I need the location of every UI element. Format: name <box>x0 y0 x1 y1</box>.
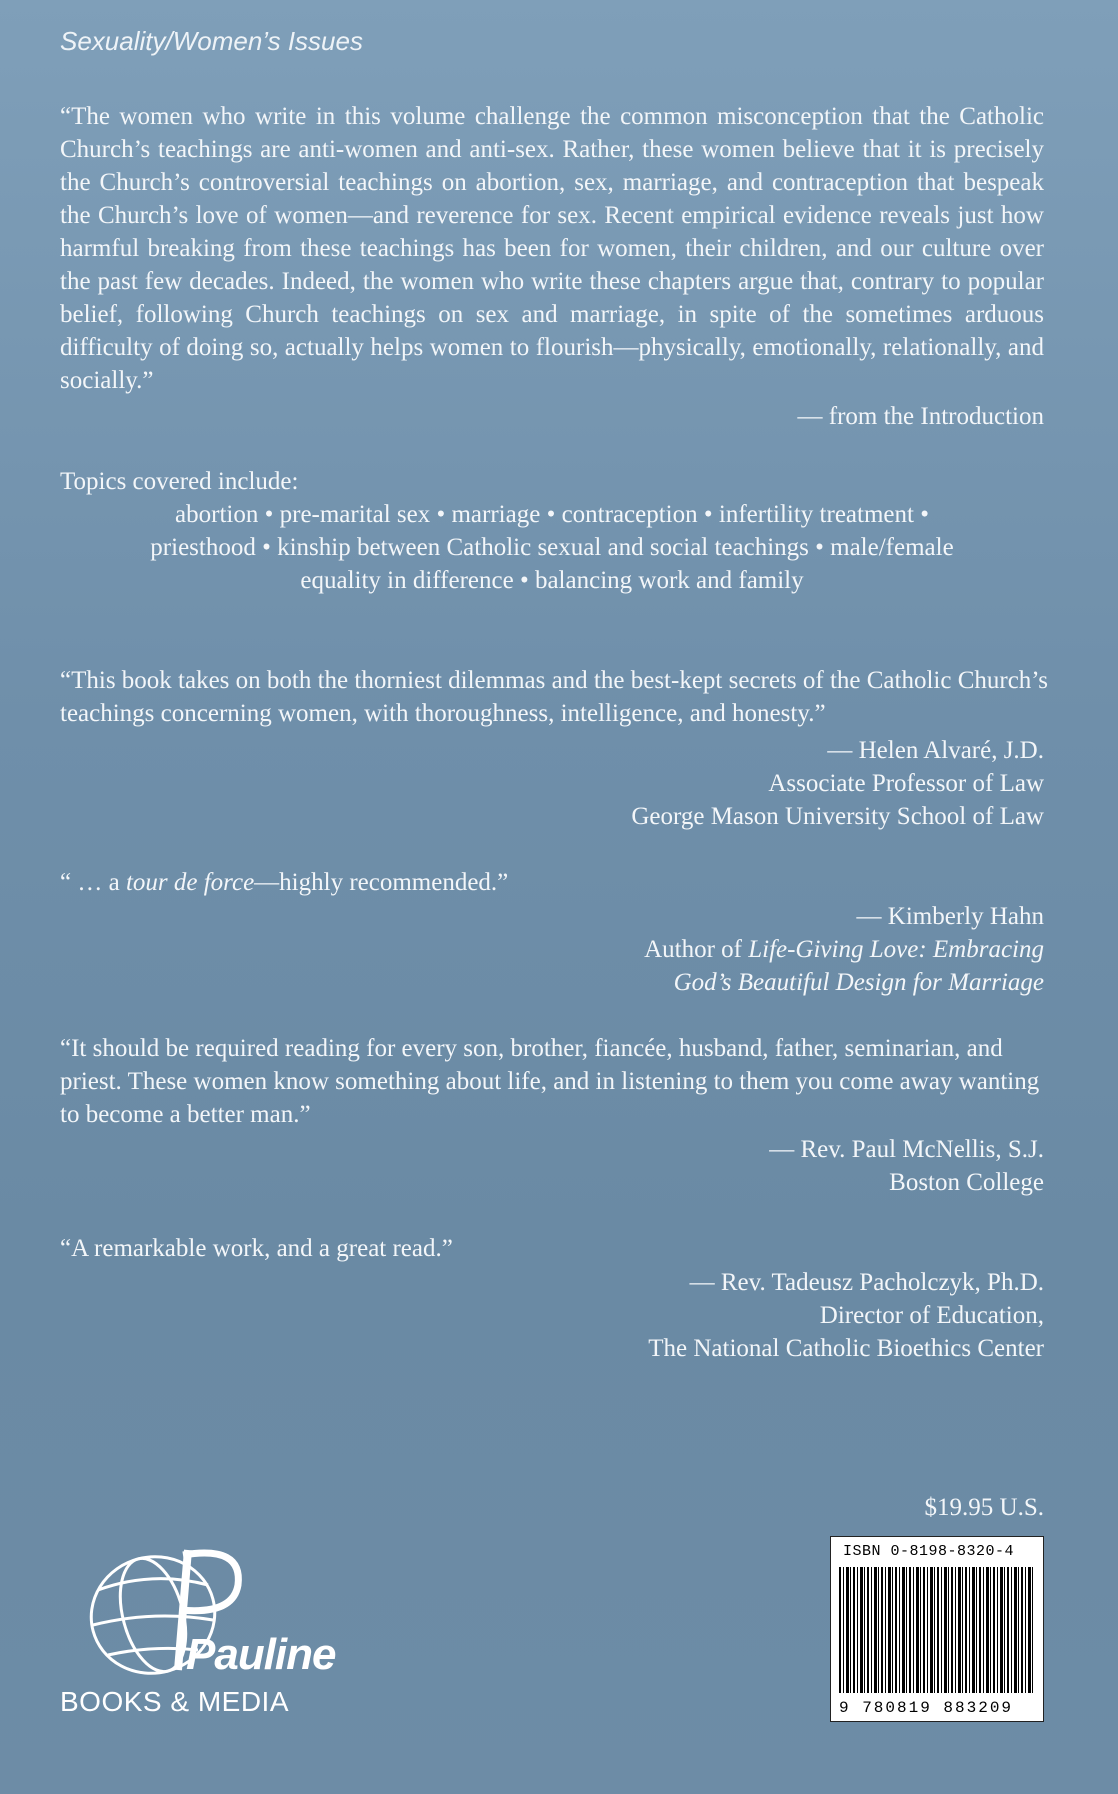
barcode-bars <box>839 1567 1035 1693</box>
intro-attribution: — from the Introduction <box>797 403 1044 430</box>
topics-line-1: abortion • pre-marital sex • marriage • contraception • infertility treatment • <box>175 501 929 528</box>
endorser-title: Associate Professor of Law <box>768 770 1044 797</box>
category-label: Sexuality/Women’s Issues <box>60 26 363 56</box>
book-title-continued: God’s Beautiful Design for Marriage <box>673 969 1044 996</box>
endorser-name: — Kimberly Hahn <box>856 903 1044 930</box>
endorser-affiliation: The National Catholic Bioethics Center <box>648 1335 1044 1362</box>
publisher-name: Pauline <box>186 1630 336 1679</box>
book-title-text: Life-Giving Love: Embracing <box>748 936 1044 963</box>
endorsement-attribution-2 <box>644 900 1044 999</box>
endorser-title: Director of Education, <box>819 1302 1044 1329</box>
endorsement-attribution-4 <box>648 1266 1044 1365</box>
publisher-logo <box>60 1530 350 1730</box>
endorser-affiliation: George Mason University School of Law <box>631 803 1044 830</box>
topics-line-2: priesthood • kinship between Catholic sexual and social teachings • male/female <box>150 534 954 561</box>
isbn-label: ISBN 0-8198-8320-4 <box>843 1543 1015 1560</box>
price-label: $19.95 U.S. <box>924 1494 1044 1521</box>
endorsement-quote-4: “A remarkable work, and a great read.” <box>60 1235 453 1262</box>
quote-text: —highly recommended.” <box>254 869 509 896</box>
endorser-affiliation: Boston College <box>889 1169 1044 1196</box>
intro-quote: “The women who write in this volume challenge the common misconception that the Catholic Church’s teachings are anti-women and anti-sex. Rather, these women believe that it is precisely the Church’s controversial teachings on abortion, sex, marriage, and contraception that bespeak the Church’s love of women—and reverence for sex. Recent empirical evidence reveals just how harmful breaking from these teachings has been for women, their children, and our culture over the past few decades. Indeed, the women who write these chapters argue that, contrary to popular belief, following Church teachings on sex and marriage, in spite of the sometimes arduous difficulty of doing so, actually helps women to flourish—physically, emotionally, relationally, and socially.” <box>60 103 1044 394</box>
topics-list <box>60 498 1044 597</box>
barcode-digits: 9 780819 883209 <box>839 1699 1014 1717</box>
endorsement-attribution-1 <box>631 734 1044 833</box>
topics-heading: Topics covered include: <box>60 468 299 495</box>
topics-line-3: equality in difference • balancing work and family <box>300 567 804 594</box>
quote-text: “ … a <box>60 869 126 896</box>
publisher-subtitle: BOOKS & MEDIA <box>60 1686 289 1717</box>
author-of-text: Author of <box>644 936 749 963</box>
endorser-title <box>644 933 1044 966</box>
endorser-name: — Helen Alvaré, J.D. <box>827 737 1044 764</box>
isbn-barcode <box>830 1536 1044 1722</box>
endorsement-quote-1: “This book takes on both the thorniest dilemmas and the best-kept secrets of the Catholic Church’s teachings concerning women, with thoroughness, intelligence, and honesty.” <box>60 667 1048 727</box>
endorsement-attribution-3 <box>769 1133 1044 1199</box>
quote-italic-text: tour de force <box>125 869 255 896</box>
endorsement-quote-2 <box>60 866 1050 899</box>
endorser-name: — Rev. Paul McNellis, S.J. <box>769 1136 1044 1163</box>
endorsement-quote-3: “It should be required reading for every son, brother, fiancée, husband, father, seminarian, and priest. These women know something about life, and in listening to them you come away wanting to become a better man.” <box>60 1035 1040 1128</box>
endorser-name: — Rev. Tadeusz Pacholczyk, Ph.D. <box>689 1269 1044 1296</box>
